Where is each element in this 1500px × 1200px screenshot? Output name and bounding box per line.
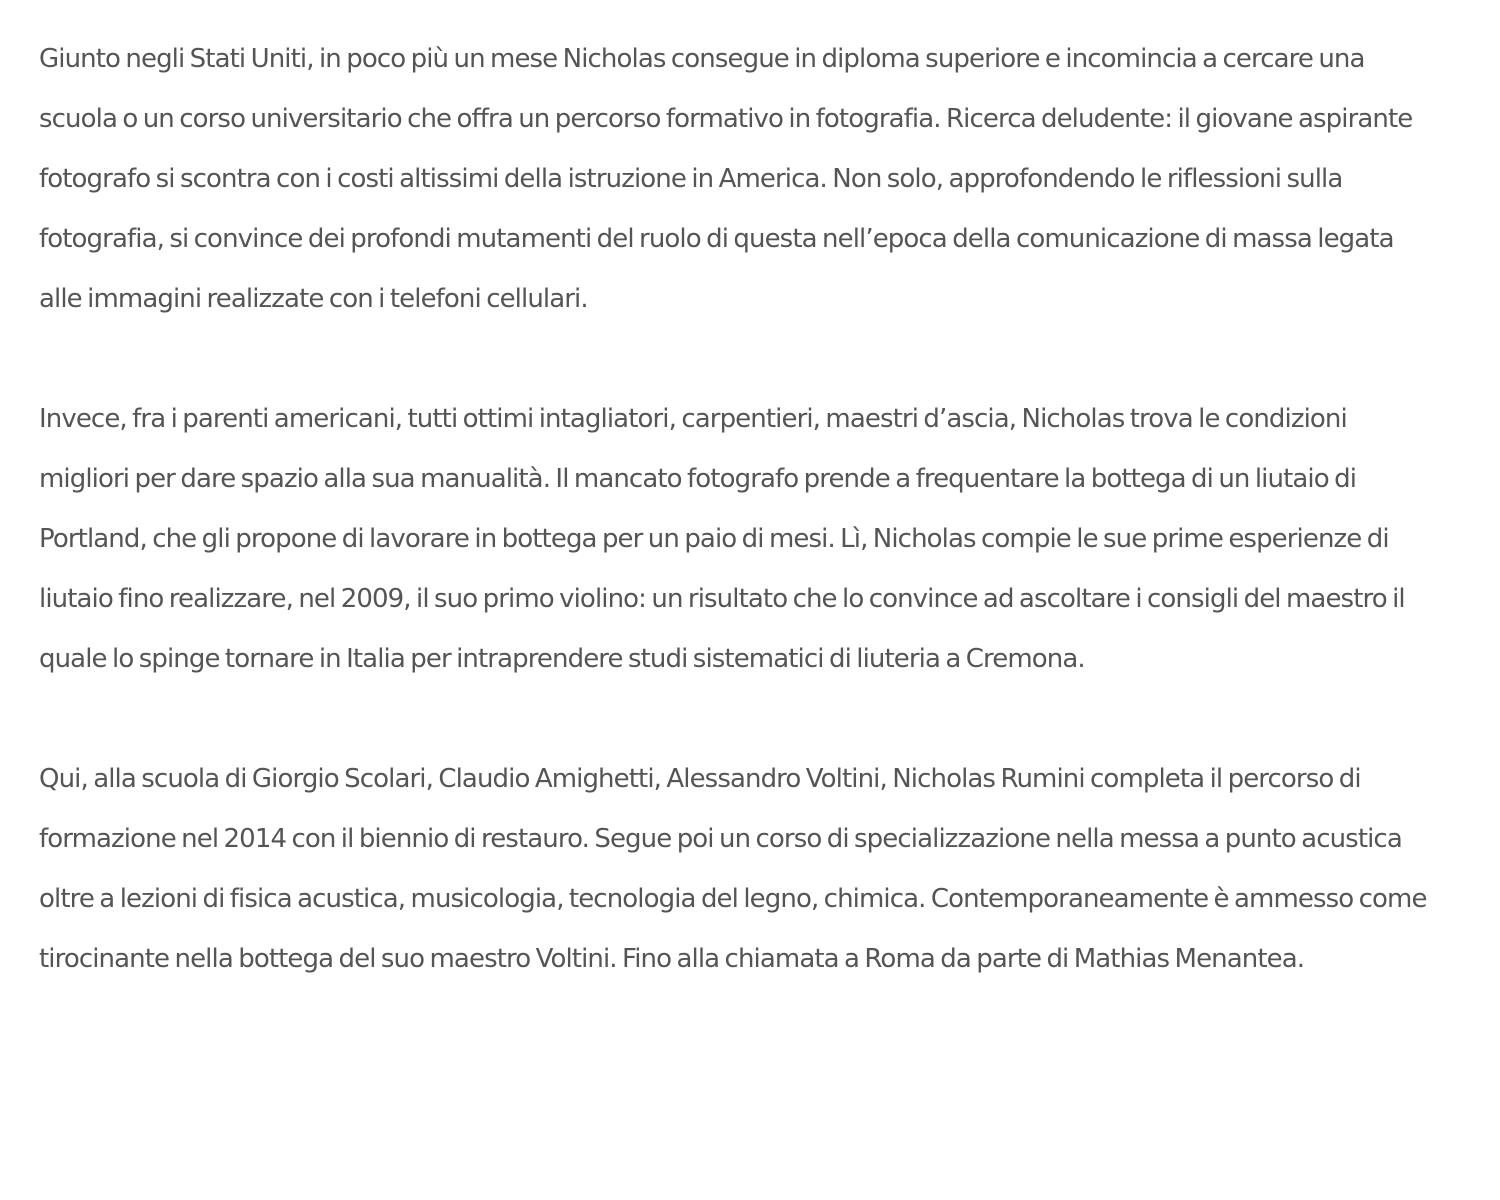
article-paragraph-2: Invece, fra i parenti americani, tutti ottimi intagliatori, carpentieri, maestri d’ascia, Nicholas trova le condizioni migliori per dare spazio alla sua manualità. Il mancato fotografo prende a frequentare la bottega di un liutaio di Portland, che gli propone di lavorare in bottega per un paio di mesi. Lì, Nicholas compie le sue prime esperienze di liutaio fino realizzare, nel 2009, il suo primo violino: un risultato che lo convince ad ascoltare i consigli del maestro il quale lo spinge tornare in Italia per intraprendere studi sistematici di liuteria a Cremona. xyxy=(39,404,1405,674)
article-paragraph-3: Qui, alla scuola di Giorgio Scolari, Claudio Amighetti, Alessandro Voltini, Nicholas Rumini completa il percorso di formazione nel 2014 con il biennio di restauro. Segue poi un corso di specializzazione nella messa a punto acustica oltre a lezioni di fisica acustica, musicologia, tecnologia del legno, chimica. Contemporaneamente è ammesso come tirocinante nella bottega del suo maestro Voltini. Fino alla chiamata a Roma da parte di Mathias Menantea. xyxy=(39,764,1427,974)
article-paragraph-1: Giunto negli Stati Uniti, in poco più un mese Nicholas consegue in diploma superiore e incomincia a cercare una scuola o un corso universitario che offra un percorso formativo in fotografia. Ricerca deludente: il giovane aspirante fotografo si scontra con i costi altissimi della istruzione in America. Non solo, approfondendo le riflessioni sulla fotografia, si convince dei profondi mutamenti del ruolo di questa nell’epoca della comunicazione di massa legata alle immagini realizzate con i telefoni cellulari. xyxy=(39,44,1413,314)
